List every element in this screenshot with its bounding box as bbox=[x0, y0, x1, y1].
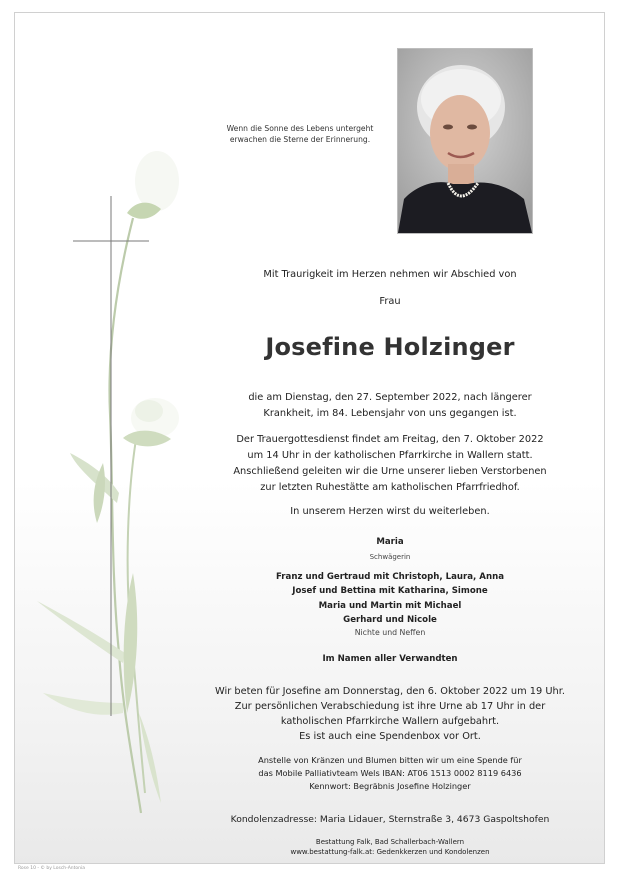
donation-request bbox=[190, 754, 590, 793]
farewell-line-4: Es ist auch eine Spendenbox vor Ort. bbox=[299, 731, 481, 742]
quote-line-1: Wenn die Sonne des Lebens untergeht bbox=[226, 124, 374, 133]
family-list bbox=[190, 570, 590, 628]
death-notice bbox=[190, 390, 590, 422]
relative-name: Maria bbox=[376, 537, 404, 547]
family-line-2: Josef und Bettina mit Katharina, Simone bbox=[292, 586, 488, 597]
undertaker-info bbox=[190, 837, 590, 857]
family-line-1: Franz und Gertraud mit Christoph, Laura, Anna bbox=[275, 572, 504, 582]
undertaker-line-2: www.bestattung-falk.at: Gedenkkerzen und Kondolenzen bbox=[290, 848, 490, 856]
service-line-3: Anschließend geleiten wir die Urne unserer lieben Verstorbenen bbox=[233, 466, 547, 477]
service-line-2: um 14 Uhr in der katholischen Pfarrkirche in Wallern statt. bbox=[247, 450, 533, 461]
death-line-1: die am Dienstag, den 27. September 2022, nach längerer bbox=[248, 392, 532, 403]
obituary-card bbox=[14, 12, 605, 864]
all-relatives: Im Namen aller Verwandten bbox=[322, 654, 458, 664]
undertaker-line-1: Bestattung Falk, Bad Schallerbach-Wallern bbox=[315, 838, 465, 846]
memory-line: In unserem Herzen wirst du weiterleben. bbox=[290, 506, 490, 517]
family-line-3: Maria und Martin mit Michael bbox=[318, 600, 462, 611]
service-line-1: Der Trauergottesdienst findet am Freitag, den 7. Oktober 2022 bbox=[236, 434, 544, 445]
farewell-line-2: Zur persönlichen Verabschiedung ist ihre Urne ab 17 Uhr in der bbox=[234, 701, 546, 712]
service-details bbox=[190, 432, 590, 496]
farewell-line-3: katholischen Pfarrkirche Wallern aufgebahrt. bbox=[280, 716, 500, 727]
donation-line-3: Kennwort: Begräbnis Josefine Holzinger bbox=[309, 781, 471, 791]
death-line-2: Krankheit, im 84. Lebensjahr von uns gegangen ist. bbox=[263, 408, 517, 419]
condolence-address: Kondolenzadresse: Maria Lidauer, Sternstraße 3, 4673 Gaspoltshofen bbox=[230, 814, 550, 825]
portrait-photo bbox=[397, 48, 533, 234]
image-credit: Rose 10 - © by Losch-Antonia bbox=[18, 866, 85, 871]
cross-icon bbox=[71, 196, 151, 716]
deceased-name: Josefine Holzinger bbox=[265, 333, 515, 361]
intro-text: Mit Traurigkeit im Herzen nehmen wir Abschied von bbox=[263, 269, 517, 280]
farewell-line-1: Wir beten für Josefine am Donnerstag, den 6. Oktober 2022 um 19 Uhr. bbox=[215, 686, 565, 697]
honorific: Frau bbox=[379, 296, 401, 307]
memorial-quote bbox=[215, 123, 385, 145]
service-line-4: zur letzten Ruhestätte am katholischen Pfarrfriedhof. bbox=[260, 482, 520, 493]
family-line-4: Gerhard und Nicole bbox=[343, 615, 437, 626]
relative-relation: Schwägerin bbox=[369, 553, 411, 561]
donation-line-2: das Mobile Palliativteam Wels IBAN: AT06 1513 0002 8119 6436 bbox=[258, 768, 522, 778]
quote-line-2: erwachen die Sterne der Erinnerung. bbox=[229, 135, 371, 144]
farewell-details bbox=[190, 684, 590, 744]
family-relation: Nichte und Neffen bbox=[354, 628, 426, 637]
donation-line-1: Anstelle von Kränzen und Blumen bitten wir um eine Spende für bbox=[258, 755, 522, 765]
